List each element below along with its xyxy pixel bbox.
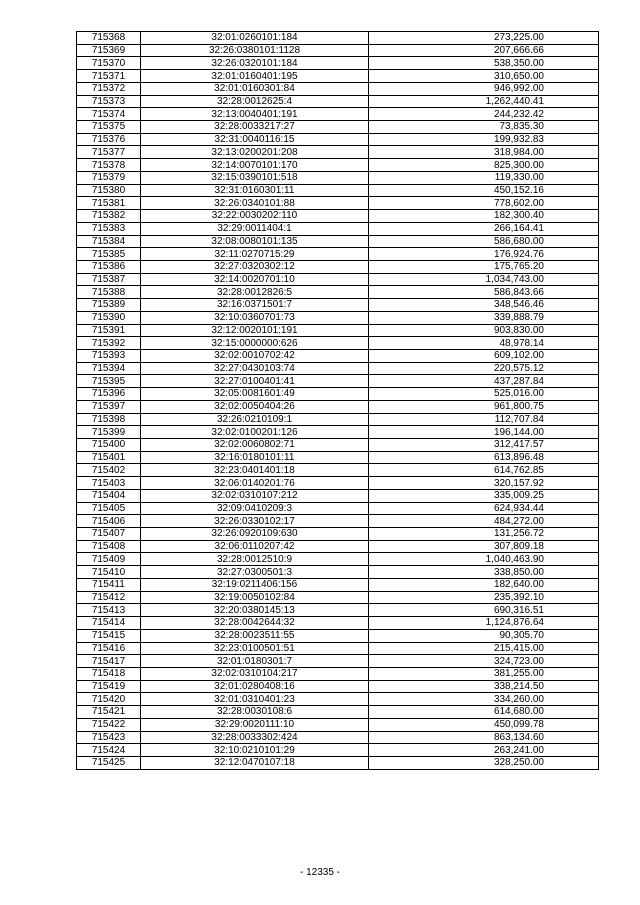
cadastral-number-cell: 32:31:0160301:11 bbox=[141, 184, 369, 197]
cadastral-number-cell: 32:27:0300501:3 bbox=[141, 566, 369, 579]
cadastral-value-cell: 73,835.30 bbox=[369, 121, 599, 134]
record-number-cell: 715411 bbox=[77, 578, 141, 591]
cadastral-number-cell: 32:12:0020101:191 bbox=[141, 324, 369, 337]
table-row bbox=[77, 349, 599, 362]
table-row bbox=[77, 528, 599, 541]
cadastral-value-cell: 946,992.00 bbox=[369, 82, 599, 95]
record-number-cell: 715397 bbox=[77, 400, 141, 413]
page-number: - 12335 - bbox=[299, 867, 341, 878]
table-row bbox=[77, 95, 599, 108]
cadastral-number-cell: 32:15:0390101:518 bbox=[141, 171, 369, 184]
record-number-cell: 715371 bbox=[77, 70, 141, 83]
cadastral-value-cell: 112,707.84 bbox=[369, 413, 599, 426]
record-number-cell: 715388 bbox=[77, 286, 141, 299]
table-row bbox=[77, 337, 599, 350]
table-row bbox=[77, 82, 599, 95]
cadastral-value-cell: 176,924.76 bbox=[369, 248, 599, 261]
record-number-cell: 715399 bbox=[77, 426, 141, 439]
cadastral-value-cell: 348,546.46 bbox=[369, 299, 599, 312]
cadastral-number-cell: 32:28:0033302:424 bbox=[141, 731, 369, 744]
record-number-cell: 715413 bbox=[77, 604, 141, 617]
cadastral-number-cell: 32:16:0180101:11 bbox=[141, 451, 369, 464]
table-row bbox=[77, 439, 599, 452]
record-number-cell: 715374 bbox=[77, 108, 141, 121]
table-row bbox=[77, 362, 599, 375]
record-number-cell: 715369 bbox=[77, 44, 141, 57]
cadastral-value-cell: 215,415.00 bbox=[369, 642, 599, 655]
record-number-cell: 715385 bbox=[77, 248, 141, 261]
cadastral-value-cell: 690,316.51 bbox=[369, 604, 599, 617]
cadastral-number-cell: 32:13:0040401:191 bbox=[141, 108, 369, 121]
table-row bbox=[77, 235, 599, 248]
cadastral-number-cell: 32:08:0080101:135 bbox=[141, 235, 369, 248]
table-row bbox=[77, 44, 599, 57]
cadastral-value-cell: 235,392.10 bbox=[369, 591, 599, 604]
record-number-cell: 715410 bbox=[77, 566, 141, 579]
table-row bbox=[77, 426, 599, 439]
cadastral-value-cell: 1,040,463.90 bbox=[369, 553, 599, 566]
record-number-cell: 715380 bbox=[77, 184, 141, 197]
cadastral-number-cell: 32:22:0030202:110 bbox=[141, 210, 369, 223]
cadastral-value-cell: 1,034,743.00 bbox=[369, 273, 599, 286]
table-row bbox=[77, 731, 599, 744]
cadastral-number-cell: 32:26:0320101:184 bbox=[141, 57, 369, 70]
record-number-cell: 715396 bbox=[77, 388, 141, 401]
cadastral-number-cell: 32:26:0340101:88 bbox=[141, 197, 369, 210]
cadastral-number-cell: 32:02:0100201:126 bbox=[141, 426, 369, 439]
cadastral-value-cell: 961,800.75 bbox=[369, 400, 599, 413]
cadastral-number-cell: 32:02:0010702:42 bbox=[141, 349, 369, 362]
cadastral-value-cell: 586,843.66 bbox=[369, 286, 599, 299]
table-body bbox=[77, 32, 599, 770]
record-number-cell: 715384 bbox=[77, 235, 141, 248]
cadastral-number-cell: 32:27:0430103:74 bbox=[141, 362, 369, 375]
cadastral-number-cell: 32:01:0260101:184 bbox=[141, 32, 369, 45]
cadastral-value-cell: 338,214.50 bbox=[369, 680, 599, 693]
table-row bbox=[77, 515, 599, 528]
table-row bbox=[77, 197, 599, 210]
cadastral-number-cell: 32:16:0371501:7 bbox=[141, 299, 369, 312]
cadastral-value-cell: 338,850.00 bbox=[369, 566, 599, 579]
table-row bbox=[77, 159, 599, 172]
table-row bbox=[77, 655, 599, 668]
cadastral-number-cell: 32:10:0360701:73 bbox=[141, 311, 369, 324]
cadastral-number-cell: 32:02:0060802:71 bbox=[141, 439, 369, 452]
cadastral-value-cell: 307,809.18 bbox=[369, 540, 599, 553]
cadastral-value-cell: 381,255.00 bbox=[369, 667, 599, 680]
record-number-cell: 715416 bbox=[77, 642, 141, 655]
cadastral-value-cell: 324,723.00 bbox=[369, 655, 599, 668]
cadastral-value-cell: 199,932.83 bbox=[369, 133, 599, 146]
cadastral-number-cell: 32:02:0050404:26 bbox=[141, 400, 369, 413]
cadastral-value-cell: 586,680.00 bbox=[369, 235, 599, 248]
cadastral-value-cell: 196,144.00 bbox=[369, 426, 599, 439]
cadastral-number-cell: 32:26:0920109:630 bbox=[141, 528, 369, 541]
table-row bbox=[77, 121, 599, 134]
table-row bbox=[77, 324, 599, 337]
record-number-cell: 715386 bbox=[77, 260, 141, 273]
cadastral-value-cell: 244,232.42 bbox=[369, 108, 599, 121]
record-number-cell: 715379 bbox=[77, 171, 141, 184]
record-number-cell: 715383 bbox=[77, 222, 141, 235]
cadastral-number-cell: 32:14:0070101:170 bbox=[141, 159, 369, 172]
cadastral-number-cell: 32:01:0280408:16 bbox=[141, 680, 369, 693]
table-row bbox=[77, 693, 599, 706]
table-row bbox=[77, 413, 599, 426]
cadastral-number-cell: 32:05:0081601:49 bbox=[141, 388, 369, 401]
cadastral-value-cell: 131,256.72 bbox=[369, 528, 599, 541]
cadastral-number-cell: 32:19:0050102:84 bbox=[141, 591, 369, 604]
table-row bbox=[77, 375, 599, 388]
cadastral-value-cell: 335,009.25 bbox=[369, 489, 599, 502]
cadastral-number-cell: 32:06:0140201:76 bbox=[141, 477, 369, 490]
cadastral-number-cell: 32:06:0110207:42 bbox=[141, 540, 369, 553]
cadastral-number-cell: 32:15:0000000:626 bbox=[141, 337, 369, 350]
cadastral-value-cell: 90,305.70 bbox=[369, 629, 599, 642]
table-row bbox=[77, 706, 599, 719]
table-row bbox=[77, 680, 599, 693]
record-number-cell: 715370 bbox=[77, 57, 141, 70]
cadastral-number-cell: 32:02:0310104:217 bbox=[141, 667, 369, 680]
cadastral-value-cell: 614,680.00 bbox=[369, 706, 599, 719]
record-number-cell: 715372 bbox=[77, 82, 141, 95]
record-number-cell: 715387 bbox=[77, 273, 141, 286]
record-number-cell: 715398 bbox=[77, 413, 141, 426]
table-row bbox=[77, 222, 599, 235]
record-number-cell: 715392 bbox=[77, 337, 141, 350]
table-row bbox=[77, 133, 599, 146]
table-row bbox=[77, 260, 599, 273]
cadastral-number-cell: 32:26:0210109:1 bbox=[141, 413, 369, 426]
cadastral-number-cell: 32:20:0380145:13 bbox=[141, 604, 369, 617]
table-row bbox=[77, 210, 599, 223]
table-row bbox=[77, 146, 599, 159]
record-number-cell: 715418 bbox=[77, 667, 141, 680]
record-number-cell: 715404 bbox=[77, 489, 141, 502]
record-number-cell: 715377 bbox=[77, 146, 141, 159]
record-number-cell: 715382 bbox=[77, 210, 141, 223]
table-row bbox=[77, 400, 599, 413]
cadastral-number-cell: 32:14:0020701:10 bbox=[141, 273, 369, 286]
record-number-cell: 715415 bbox=[77, 629, 141, 642]
cadastral-number-cell: 32:28:0012826:5 bbox=[141, 286, 369, 299]
record-number-cell: 715381 bbox=[77, 197, 141, 210]
cadastral-value-cell: 484,272.00 bbox=[369, 515, 599, 528]
table-row bbox=[77, 57, 599, 70]
record-number-cell: 715393 bbox=[77, 349, 141, 362]
table-row bbox=[77, 489, 599, 502]
cadastral-number-cell: 32:12:0470107:18 bbox=[141, 756, 369, 769]
record-number-cell: 715405 bbox=[77, 502, 141, 515]
table-row bbox=[77, 591, 599, 604]
cadastral-number-cell: 32:28:0033217:27 bbox=[141, 121, 369, 134]
cadastral-value-cell: 609,102.00 bbox=[369, 349, 599, 362]
record-number-cell: 715395 bbox=[77, 375, 141, 388]
table-row bbox=[77, 70, 599, 83]
cadastral-value-cell: 207,666.66 bbox=[369, 44, 599, 57]
cadastral-number-cell: 32:28:0012625:4 bbox=[141, 95, 369, 108]
cadastral-number-cell: 32:28:0012510:9 bbox=[141, 553, 369, 566]
record-number-cell: 715414 bbox=[77, 617, 141, 630]
cadastral-number-cell: 32:19:0211406:156 bbox=[141, 578, 369, 591]
table-row bbox=[77, 311, 599, 324]
cadastral-value-cell: 1,124,876.64 bbox=[369, 617, 599, 630]
cadastral-value-cell: 863,134.60 bbox=[369, 731, 599, 744]
table-row bbox=[77, 451, 599, 464]
table-row bbox=[77, 108, 599, 121]
cadastral-value-cell: 328,250.00 bbox=[369, 756, 599, 769]
table-row bbox=[77, 667, 599, 680]
cadastral-value-cell: 825,300.00 bbox=[369, 159, 599, 172]
cadastral-number-cell: 32:01:0310401:23 bbox=[141, 693, 369, 706]
cadastral-value-table bbox=[76, 31, 599, 770]
cadastral-number-cell: 32:26:0330102:17 bbox=[141, 515, 369, 528]
record-number-cell: 715378 bbox=[77, 159, 141, 172]
cadastral-value-cell: 339,888.79 bbox=[369, 311, 599, 324]
table-row bbox=[77, 566, 599, 579]
record-number-cell: 715425 bbox=[77, 756, 141, 769]
record-number-cell: 715402 bbox=[77, 464, 141, 477]
cadastral-value-cell: 48,978.14 bbox=[369, 337, 599, 350]
cadastral-number-cell: 32:23:0100501:51 bbox=[141, 642, 369, 655]
cadastral-value-cell: 450,152.16 bbox=[369, 184, 599, 197]
record-number-cell: 715394 bbox=[77, 362, 141, 375]
table-row bbox=[77, 273, 599, 286]
cadastral-number-cell: 32:27:0320302:12 bbox=[141, 260, 369, 273]
table-row bbox=[77, 718, 599, 731]
record-number-cell: 715407 bbox=[77, 528, 141, 541]
record-number-cell: 715368 bbox=[77, 32, 141, 45]
cadastral-value-cell: 437,287.84 bbox=[369, 375, 599, 388]
table-row bbox=[77, 171, 599, 184]
table-row bbox=[77, 604, 599, 617]
record-number-cell: 715409 bbox=[77, 553, 141, 566]
cadastral-value-cell: 266,164.41 bbox=[369, 222, 599, 235]
table-row bbox=[77, 642, 599, 655]
cadastral-number-cell: 32:29:0011404:1 bbox=[141, 222, 369, 235]
cadastral-number-cell: 32:23:0401401:18 bbox=[141, 464, 369, 477]
table-row bbox=[77, 477, 599, 490]
record-number-cell: 715421 bbox=[77, 706, 141, 719]
cadastral-value-cell: 538,350.00 bbox=[369, 57, 599, 70]
record-number-cell: 715424 bbox=[77, 744, 141, 757]
table-row bbox=[77, 388, 599, 401]
record-number-cell: 715417 bbox=[77, 655, 141, 668]
table-row bbox=[77, 553, 599, 566]
table-row bbox=[77, 578, 599, 591]
record-number-cell: 715403 bbox=[77, 477, 141, 490]
cadastral-number-cell: 32:26:0380101:1128 bbox=[141, 44, 369, 57]
table-row bbox=[77, 464, 599, 477]
cadastral-value-cell: 263,241.00 bbox=[369, 744, 599, 757]
record-number-cell: 715390 bbox=[77, 311, 141, 324]
cadastral-value-cell: 614,762.85 bbox=[369, 464, 599, 477]
cadastral-value-cell: 312,417.57 bbox=[369, 439, 599, 452]
table-row bbox=[77, 299, 599, 312]
record-number-cell: 715408 bbox=[77, 540, 141, 553]
cadastral-number-cell: 32:01:0160401:195 bbox=[141, 70, 369, 83]
record-number-cell: 715401 bbox=[77, 451, 141, 464]
table-row bbox=[77, 502, 599, 515]
cadastral-value-cell: 273,225.00 bbox=[369, 32, 599, 45]
table-row bbox=[77, 744, 599, 757]
table-row bbox=[77, 617, 599, 630]
cadastral-number-cell: 32:31:0040116:15 bbox=[141, 133, 369, 146]
cadastral-number-cell: 32:02:0310107:212 bbox=[141, 489, 369, 502]
cadastral-value-cell: 334,260.00 bbox=[369, 693, 599, 706]
cadastral-number-cell: 32:28:0042644:32 bbox=[141, 617, 369, 630]
record-number-cell: 715420 bbox=[77, 693, 141, 706]
table-row bbox=[77, 540, 599, 553]
record-number-cell: 715423 bbox=[77, 731, 141, 744]
cadastral-value-cell: 903,830.00 bbox=[369, 324, 599, 337]
record-number-cell: 715419 bbox=[77, 680, 141, 693]
table-row bbox=[77, 32, 599, 45]
cadastral-number-cell: 32:27:0100401:41 bbox=[141, 375, 369, 388]
table-row bbox=[77, 248, 599, 261]
cadastral-value-cell: 182,640.00 bbox=[369, 578, 599, 591]
record-number-cell: 715375 bbox=[77, 121, 141, 134]
cadastral-number-cell: 32:01:0180301:7 bbox=[141, 655, 369, 668]
cadastral-value-cell: 613,896.48 bbox=[369, 451, 599, 464]
cadastral-value-cell: 1,262,440.41 bbox=[369, 95, 599, 108]
cadastral-value-cell: 525,016.00 bbox=[369, 388, 599, 401]
cadastral-number-cell: 32:10:0210101:29 bbox=[141, 744, 369, 757]
record-number-cell: 715389 bbox=[77, 299, 141, 312]
record-number-cell: 715422 bbox=[77, 718, 141, 731]
cadastral-number-cell: 32:28:0023511:55 bbox=[141, 629, 369, 642]
cadastral-number-cell: 32:28:0030108:6 bbox=[141, 706, 369, 719]
record-number-cell: 715406 bbox=[77, 515, 141, 528]
table-row bbox=[77, 629, 599, 642]
record-number-cell: 715391 bbox=[77, 324, 141, 337]
cadastral-value-cell: 310,650.00 bbox=[369, 70, 599, 83]
table-row bbox=[77, 184, 599, 197]
table-row bbox=[77, 756, 599, 769]
record-number-cell: 715400 bbox=[77, 439, 141, 452]
record-number-cell: 715376 bbox=[77, 133, 141, 146]
cadastral-number-cell: 32:09:0410209:3 bbox=[141, 502, 369, 515]
cadastral-number-cell: 32:11:0270715:29 bbox=[141, 248, 369, 261]
cadastral-value-cell: 624,934.44 bbox=[369, 502, 599, 515]
record-number-cell: 715373 bbox=[77, 95, 141, 108]
cadastral-value-cell: 220,575.12 bbox=[369, 362, 599, 375]
cadastral-value-cell: 778,602.00 bbox=[369, 197, 599, 210]
cadastral-value-cell: 318,984.00 bbox=[369, 146, 599, 159]
cadastral-number-cell: 32:29:0020111:10 bbox=[141, 718, 369, 731]
cadastral-number-cell: 32:01:0160301:84 bbox=[141, 82, 369, 95]
table-row bbox=[77, 286, 599, 299]
cadastral-value-cell: 320,157.92 bbox=[369, 477, 599, 490]
cadastral-value-cell: 175,765.20 bbox=[369, 260, 599, 273]
cadastral-value-cell: 182,300.40 bbox=[369, 210, 599, 223]
cadastral-number-cell: 32:13:0200201:208 bbox=[141, 146, 369, 159]
cadastral-value-cell: 119,330.00 bbox=[369, 171, 599, 184]
cadastral-value-cell: 450,099.78 bbox=[369, 718, 599, 731]
record-number-cell: 715412 bbox=[77, 591, 141, 604]
